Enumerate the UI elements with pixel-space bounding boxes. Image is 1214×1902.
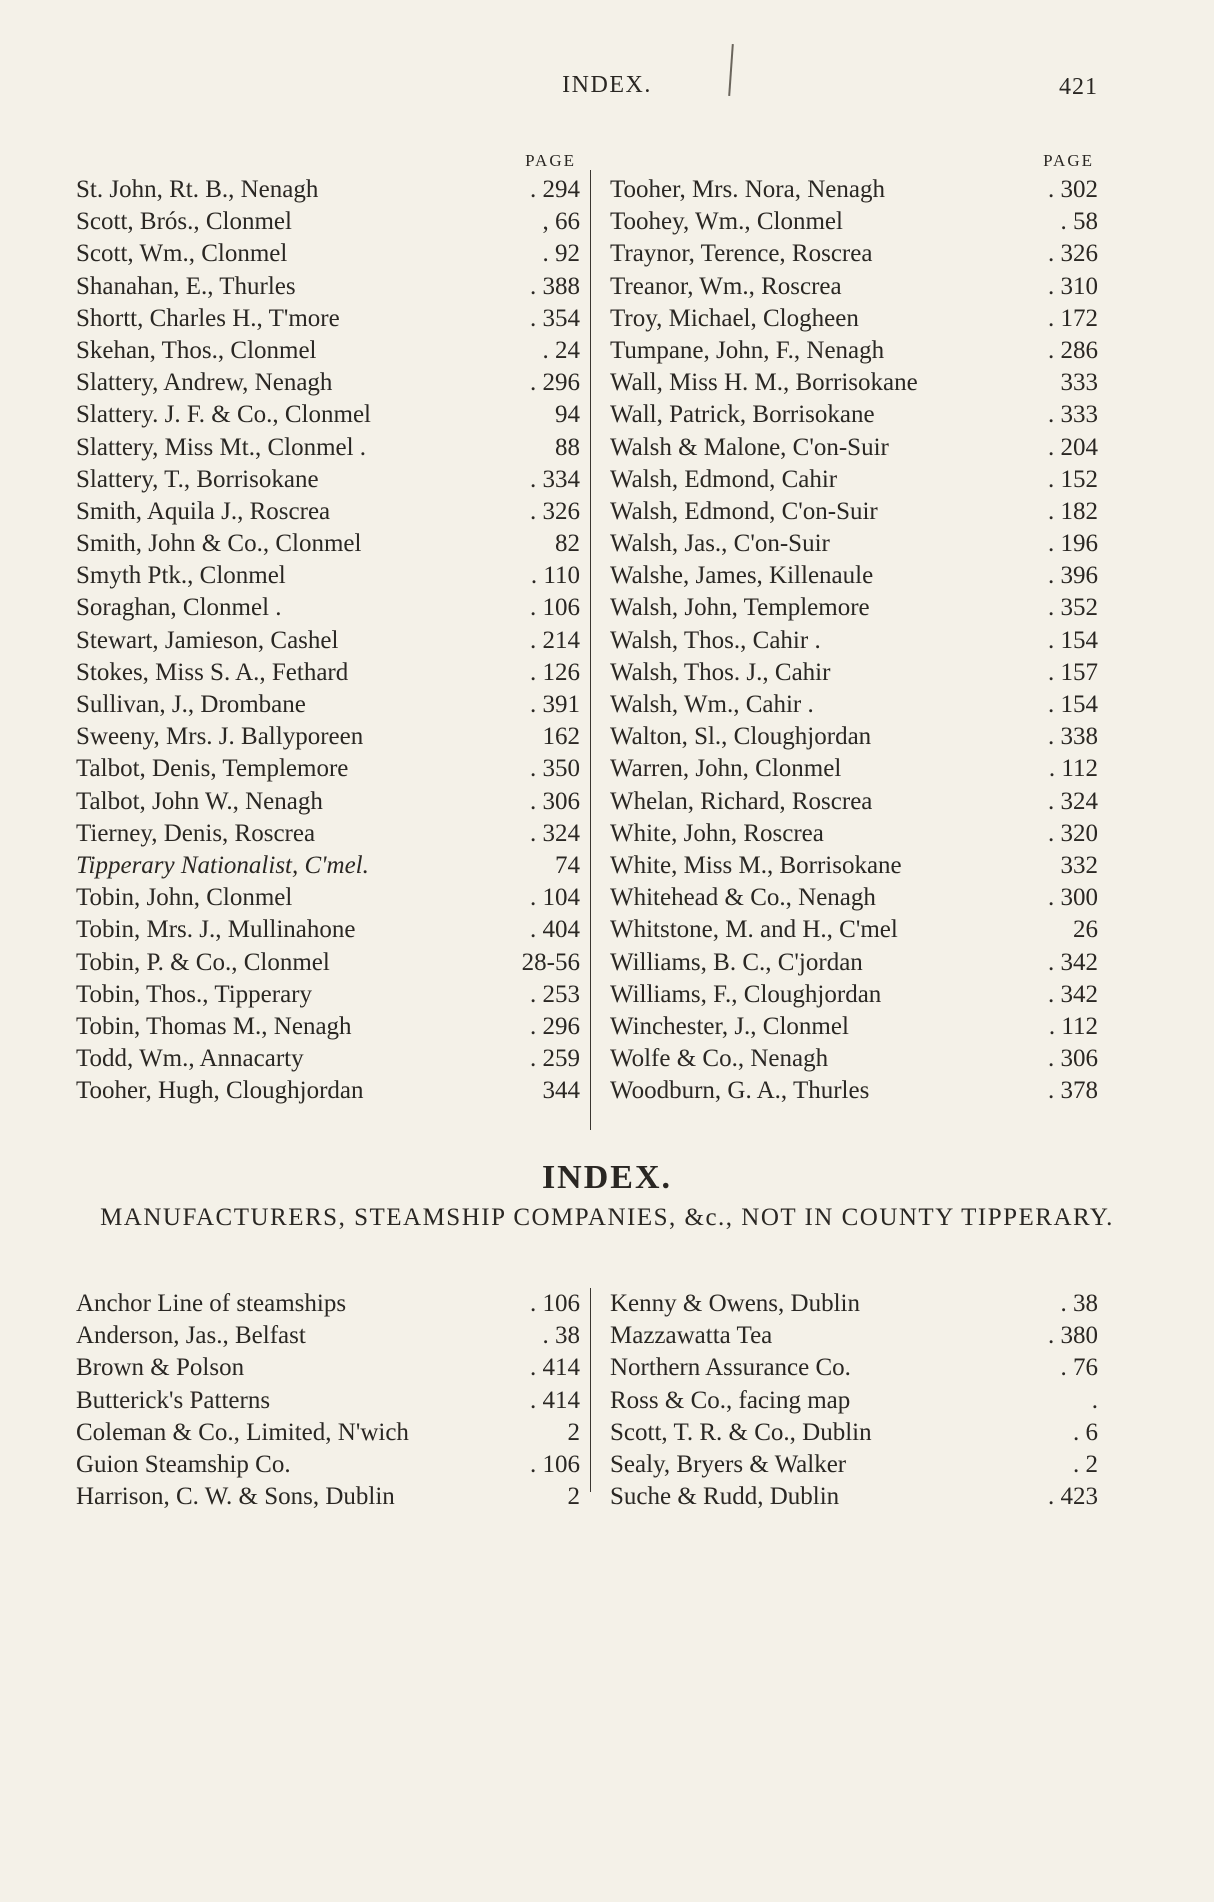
entry-name: Talbot, Denis, Templemore [76, 755, 349, 783]
running-title: INDEX. [562, 72, 652, 98]
index-entry [76, 432, 580, 464]
entry-page-number: 26 [1073, 916, 1098, 944]
entry-page-number: . 320 [1048, 819, 1098, 847]
entry-name: Smith, Aquila J., Roscrea [76, 497, 331, 525]
entry-name: Slattery, T., Borrisokane [76, 465, 319, 493]
entry-page-number: . 350 [530, 755, 580, 783]
index-entry [610, 850, 1098, 882]
entry-page-number: 74 [555, 851, 580, 879]
entry-page-number: . 306 [1048, 1045, 1098, 1073]
entry-name: Walsh, Jas., C'on-Suir [610, 530, 830, 558]
column-divider [590, 1288, 591, 1492]
entry-page-number: . 423 [1048, 1483, 1098, 1511]
index-entry [610, 432, 1098, 464]
entry-page-number: . 172 [1048, 304, 1098, 332]
page-column-label: PAGE [525, 151, 576, 170]
entry-name: Walshe, James, Killenaule [610, 562, 874, 590]
entry-page-number: . 154 [1048, 691, 1098, 718]
entry-page-number: . 352 [1048, 594, 1098, 622]
index-entry [610, 303, 1098, 335]
entry-page-number: . 92 [542, 240, 580, 268]
lower-right-column [610, 1288, 1098, 1513]
entry-page-number: , 66 [542, 208, 580, 236]
entry-page-number: . 112 [1048, 755, 1098, 783]
entry-page-number: . 334 [530, 465, 580, 493]
entry-page-number: . 259 [530, 1045, 580, 1073]
index-entry [610, 174, 1098, 206]
entry-name: Wall, Miss H. M., Borrisokane [610, 369, 918, 397]
entry-page-number: . 126 [530, 658, 580, 686]
entry-name: Sweeny, Mrs. J. Ballyporeen [76, 723, 364, 751]
index-entry [76, 238, 580, 270]
entry-name: Suche & Rudd, Dublin [610, 1483, 840, 1511]
entry-name: Williams, F., Cloughjordan [610, 980, 882, 1008]
index-entry [610, 979, 1098, 1011]
entry-page-number: . 414 [530, 1386, 580, 1414]
entry-name: Whitehead & Co., Nenagh [610, 884, 876, 912]
index-entry [76, 174, 580, 206]
entry-page-number: . 58 [1060, 208, 1098, 236]
entry-name: Tumpane, John, F., Nenagh [610, 336, 885, 364]
entry-name: Brown & Polson [76, 1354, 245, 1382]
entry-page-number: 28-56 [521, 948, 580, 976]
index-entry [76, 689, 580, 721]
entry-page-number: . 404 [530, 916, 580, 944]
index-entry [610, 271, 1098, 303]
lower-left-column [76, 1288, 580, 1513]
upper-left-column [76, 150, 580, 1107]
entry-page-number: . 326 [530, 497, 580, 525]
entry-page-number: 2 [567, 1483, 580, 1511]
index-entry [76, 1352, 580, 1384]
entry-name: Whelan, Richard, Roscrea [610, 787, 873, 815]
index-entry [76, 464, 580, 496]
index-entry [76, 786, 580, 818]
entry-page-number: . 396 [1048, 562, 1098, 590]
entry-page-number: . 354 [530, 304, 580, 332]
index-entry [76, 399, 580, 431]
index-entry [610, 1352, 1098, 1384]
index-entry [76, 625, 580, 657]
entry-name: Coleman & Co., Limited, N'wich [76, 1418, 409, 1446]
entry-name: Sullivan, J., Drombane [76, 691, 306, 718]
entry-page-number: . 286 [1048, 336, 1098, 364]
index-entry [76, 1288, 580, 1320]
index-entry [610, 1011, 1098, 1043]
index-entry [610, 657, 1098, 689]
entry-name: Kenny & Owens, Dublin [610, 1290, 860, 1317]
entry-name: Northern Assurance Co. [610, 1354, 851, 1382]
entry-name: Guion Steamship Co. [76, 1450, 291, 1478]
entry-page-number: . 106 [530, 1290, 580, 1317]
entry-page-number: . 380 [1048, 1322, 1098, 1350]
entry-name: Walsh, Edmond, C'on-Suir [610, 497, 878, 525]
entry-name: Treanor, Wm., Roscrea [610, 272, 842, 300]
index-entry [76, 1011, 580, 1043]
index-entry [610, 1288, 1098, 1320]
entry-page-number: . 300 [1048, 884, 1098, 912]
index-entry [76, 367, 580, 399]
entry-page-number: . 324 [1048, 787, 1098, 815]
entry-name: Tobin, P. & Co., Clonmel [76, 948, 330, 976]
entry-name: Todd, Wm., Annacarty [76, 1045, 304, 1073]
entry-page-number: . 154 [1048, 626, 1098, 654]
entry-page-number: . 24 [542, 336, 580, 364]
index-entry [610, 1417, 1098, 1449]
entry-name: Shortt, Charles H., T'more [76, 304, 340, 332]
entry-page-number: . 378 [1048, 1077, 1098, 1105]
entry-name: Whitstone, M. and H., C'mel [610, 916, 898, 944]
index-entry [610, 560, 1098, 592]
entry-name: Walsh, Wm., Cahir . [610, 691, 814, 718]
index-entry [76, 592, 580, 624]
index-entry [610, 528, 1098, 560]
entry-list [76, 174, 580, 1107]
index-entry [610, 914, 1098, 946]
entry-name: Mazzawatta Tea [610, 1322, 773, 1350]
entry-name: Walsh, John, Templemore [610, 594, 870, 622]
entry-name: Anchor Line of steamships [76, 1290, 347, 1317]
entry-page-number: . 333 [1048, 401, 1098, 429]
entry-name: Talbot, John W., Nenagh [76, 787, 323, 815]
index-entry [610, 786, 1098, 818]
entry-page-number: . 253 [530, 980, 580, 1008]
running-head [0, 72, 1214, 112]
entry-name: Walsh & Malone, C'on-Suir [610, 433, 889, 461]
index-entry [76, 1449, 580, 1481]
entry-name: Walsh, Thos., Cahir . [610, 626, 821, 654]
entry-name: Tipperary Nationalist, C'mel. [76, 851, 369, 879]
entry-page-number: . 38 [1060, 1290, 1098, 1317]
entry-page-number: 82 [555, 530, 580, 558]
entry-page-number: 332 [1060, 851, 1098, 879]
entry-page-number: . 296 [530, 369, 580, 397]
entry-page-number: . 306 [530, 787, 580, 815]
entry-name: Smith, John & Co., Clonmel [76, 530, 362, 558]
entry-page-number: . 391 [530, 691, 580, 718]
index-entry [76, 850, 580, 882]
entry-name: Slattery, Andrew, Nenagh [76, 369, 333, 397]
index-entry [76, 818, 580, 850]
index-entry [610, 1075, 1098, 1107]
entry-name: St. John, Rt. B., Nenagh [76, 176, 319, 203]
entry-page-number: . 106 [530, 594, 580, 622]
index-entry [610, 367, 1098, 399]
entry-page-number: . 338 [1048, 723, 1098, 751]
entry-list [610, 1288, 1098, 1513]
upper-right-column [610, 150, 1098, 1107]
index-entry [610, 1449, 1098, 1481]
entry-name: Soraghan, Clonmel . [76, 594, 282, 622]
index-entry [610, 947, 1098, 979]
entry-name: Shanahan, E., Thurles [76, 272, 296, 300]
index-entry [76, 1385, 580, 1417]
entry-name: Scott, Wm., Clonmel [76, 240, 288, 268]
index-entry [76, 947, 580, 979]
entry-name: Woodburn, G. A., Thurles [610, 1077, 870, 1105]
entry-page-number: . [1091, 1386, 1098, 1414]
section-title: INDEX. [541, 1159, 673, 1196]
index-entry [610, 399, 1098, 431]
entry-name: Slattery. J. F. & Co., Clonmel [76, 401, 371, 429]
entry-name: Tierney, Denis, Roscrea [76, 819, 316, 847]
entry-name: Scott, T. R. & Co., Dublin [610, 1418, 872, 1446]
index-entry [76, 753, 580, 785]
entry-page-number: . 196 [1048, 530, 1098, 558]
entry-name: Williams, B. C., C'jordan [610, 948, 863, 976]
index-entry [76, 1320, 580, 1352]
entry-page-number: . 342 [1048, 980, 1098, 1008]
index-entry [76, 206, 580, 238]
entry-page-number: . 152 [1048, 465, 1098, 493]
index-entry [610, 818, 1098, 850]
entry-page-number: . 110 [530, 562, 580, 590]
entry-name: Walsh, Edmond, Cahir [610, 465, 838, 493]
entry-name: White, Miss M., Borrisokane [610, 851, 902, 879]
entry-name: Tobin, Thomas M., Nenagh [76, 1012, 352, 1040]
entry-name: Tobin, John, Clonmel [76, 884, 293, 912]
entry-name: Tooher, Mrs. Nora, Nenagh [610, 176, 885, 203]
entry-name: Scott, Brós., Clonmel [76, 208, 292, 236]
entry-page-number: . 204 [1048, 433, 1098, 461]
entry-page-number: . 157 [1048, 658, 1098, 686]
entry-name: Wall, Patrick, Borrisokane [610, 401, 875, 429]
entry-name: Tobin, Thos., Tipperary [76, 980, 312, 1008]
index-entry [610, 238, 1098, 270]
entry-page-number: . 302 [1048, 176, 1098, 203]
index-entry [610, 496, 1098, 528]
entry-name: Ross & Co., facing map [610, 1386, 851, 1414]
entry-page-number: . 112 [1048, 1012, 1098, 1040]
entry-name: Toohey, Wm., Clonmel [610, 208, 843, 236]
column-divider [590, 170, 591, 1130]
entry-page-number: . 326 [1048, 240, 1098, 268]
entry-page-number: . 104 [530, 884, 580, 912]
entry-name: Warren, John, Clonmel [610, 755, 842, 783]
entry-list [610, 174, 1098, 1107]
entry-page-number: 94 [555, 401, 580, 429]
index-entry [610, 1385, 1098, 1417]
entry-name: Harrison, C. W. & Sons, Dublin [76, 1483, 395, 1511]
entry-page-number: . 414 [530, 1354, 580, 1382]
entry-page-number: 88 [555, 433, 580, 461]
entry-page-number: . 182 [1048, 497, 1098, 525]
index-entry [610, 206, 1098, 238]
index-entry [610, 1481, 1098, 1513]
index-entry [610, 1320, 1098, 1352]
entry-name: Troy, Michael, Clogheen [610, 304, 859, 332]
entry-page-number: 344 [542, 1077, 580, 1105]
index-entry [76, 1417, 580, 1449]
page-column-label: PAGE [1043, 151, 1094, 170]
entry-name: Tobin, Mrs. J., Mullinahone [76, 916, 356, 944]
entry-name: Butterick's Patterns [76, 1386, 271, 1414]
index-entry [610, 753, 1098, 785]
index-entry [76, 1075, 580, 1107]
entry-page-number: . 310 [1048, 272, 1098, 300]
index-entry [76, 979, 580, 1011]
index-entry [610, 1043, 1098, 1075]
entry-name: Slattery, Miss Mt., Clonmel . [76, 433, 367, 461]
entry-page-number: . 76 [1060, 1354, 1098, 1382]
entry-page-number: 333 [1060, 369, 1098, 397]
entry-page-number: . 6 [1073, 1418, 1098, 1446]
entry-page-number: . 388 [530, 272, 580, 300]
entry-name: Smyth Ptk., Clonmel [76, 562, 286, 590]
entry-page-number: . 2 [1073, 1450, 1098, 1478]
index-entry [610, 464, 1098, 496]
index-entry [76, 1481, 580, 1513]
entry-page-number: . 38 [542, 1322, 580, 1350]
entry-name: Walsh, Thos. J., Cahir [610, 658, 831, 686]
index-entry [76, 560, 580, 592]
entry-page-number: . 214 [530, 626, 580, 654]
index-entry [76, 496, 580, 528]
index-entry [76, 528, 580, 560]
entry-page-number: . 324 [530, 819, 580, 847]
index-entry [610, 335, 1098, 367]
index-entry [76, 657, 580, 689]
entry-name: Skehan, Thos., Clonmel [76, 336, 317, 364]
index-entry [76, 721, 580, 753]
entry-page-number: . 342 [1048, 948, 1098, 976]
entry-name: Wolfe & Co., Nenagh [610, 1045, 829, 1073]
entry-name: Walton, Sl., Cloughjordan [610, 723, 872, 751]
entry-name: Traynor, Terence, Roscrea [610, 240, 873, 268]
page-number: 421 [1059, 74, 1098, 100]
index-entry [610, 625, 1098, 657]
entry-name: Sealy, Bryers & Walker [610, 1450, 847, 1478]
index-entry [610, 689, 1098, 721]
index-entry [76, 335, 580, 367]
index-entry [610, 882, 1098, 914]
entry-page-number: . 294 [530, 176, 580, 203]
entry-name: Tooher, Hugh, Cloughjordan [76, 1077, 364, 1105]
entry-page-number: 162 [542, 723, 580, 751]
index-entry [76, 882, 580, 914]
index-entry [76, 271, 580, 303]
entry-list [76, 1288, 580, 1513]
entry-name: White, John, Roscrea [610, 819, 824, 847]
entry-page-number: . 106 [530, 1450, 580, 1478]
entry-name: Anderson, Jas., Belfast [76, 1322, 306, 1350]
index-entry [76, 914, 580, 946]
entry-name: Stokes, Miss S. A., Fethard [76, 658, 349, 686]
entry-name: Stewart, Jamieson, Cashel [76, 626, 339, 654]
entry-name: Winchester, J., Clonmel [610, 1012, 849, 1040]
index-entry [76, 303, 580, 335]
index-entry [76, 1043, 580, 1075]
entry-page-number: . 296 [530, 1012, 580, 1040]
index-entry [610, 592, 1098, 624]
entry-page-number: 2 [567, 1418, 580, 1446]
section-subtitle: MANUFACTURERS, STEAMSHIP COMPANIES, &c., NOT IN COUNTY TIPPERARY. [100, 1204, 1114, 1231]
index-entry [610, 721, 1098, 753]
